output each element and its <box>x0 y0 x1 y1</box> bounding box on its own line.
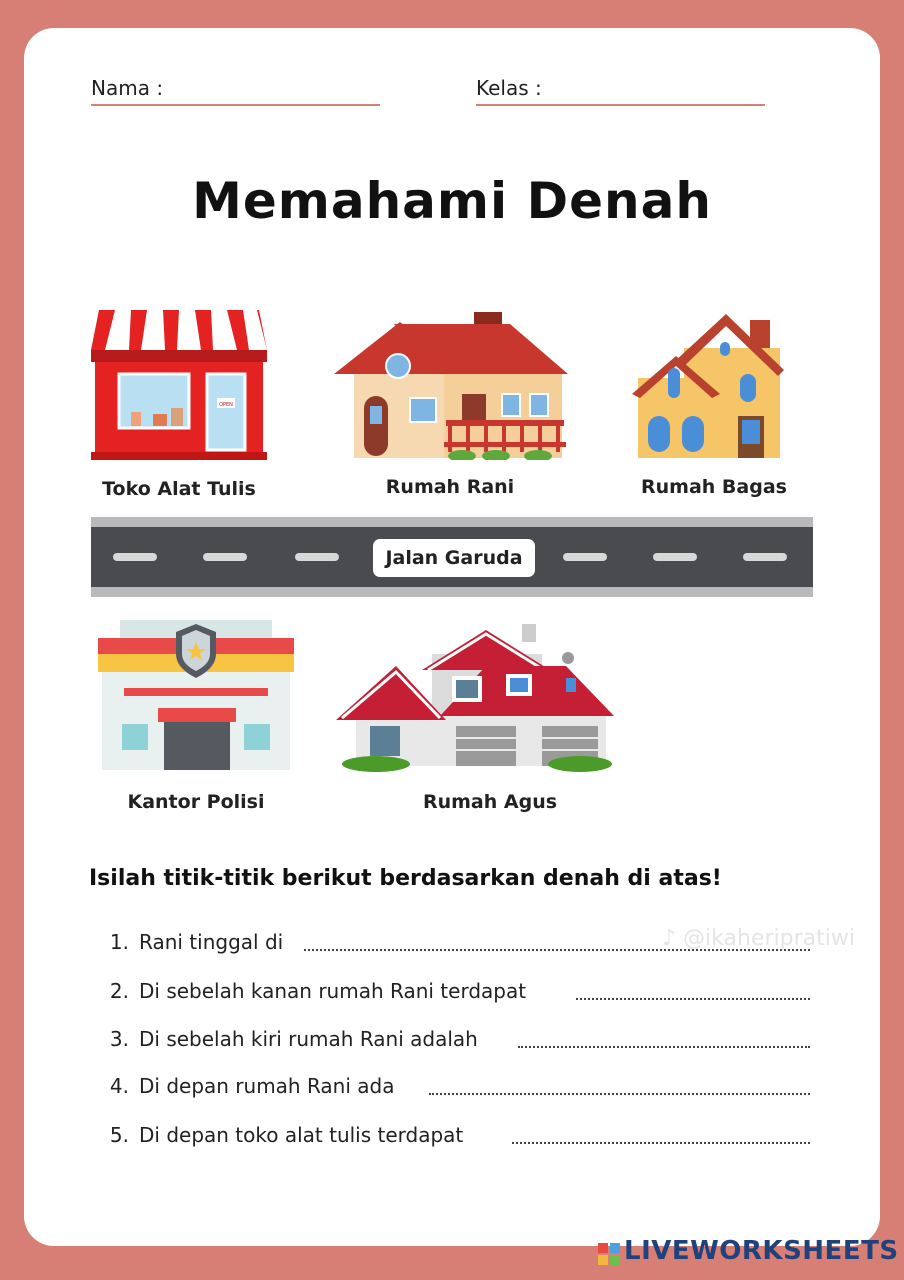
label-police-station: Kantor Polisi <box>127 791 265 813</box>
class-field[interactable] <box>476 76 542 100</box>
label-bagas-house: Rumah Bagas <box>641 476 787 498</box>
road-name-label: Jalan Garuda <box>373 539 535 577</box>
answer-blank-3[interactable] <box>518 1046 810 1048</box>
question-text: Di sebelah kiri rumah Rani adalah <box>139 1027 478 1051</box>
question-number: 2. <box>109 979 129 1003</box>
police-station-icon <box>98 620 294 770</box>
class-label: Kelas : <box>476 76 542 100</box>
watermark: ♪ @ikaheripratiwi <box>662 926 855 951</box>
question-text: Di depan toko alat tulis terdapat <box>139 1123 464 1147</box>
name-line[interactable] <box>91 104 380 106</box>
class-line[interactable] <box>476 104 765 106</box>
name-label: Nama : <box>91 76 164 100</box>
question-number: 3. <box>109 1027 129 1051</box>
bagas-house-icon <box>632 312 786 460</box>
label-stationery-shop: Toko Alat Tulis <box>102 478 256 500</box>
label-agus-house: Rumah Agus <box>422 791 558 813</box>
svg-text:OPEN: OPEN <box>219 402 233 408</box>
answer-blank-2[interactable] <box>576 998 810 1000</box>
liveworksheets-logo-icon <box>598 1243 620 1265</box>
question-number: 5. <box>109 1123 129 1147</box>
question-text: Di depan rumah Rani ada <box>139 1074 395 1098</box>
name-field[interactable] <box>91 76 163 100</box>
page-title: Memahami Denah <box>192 172 712 230</box>
instruction-text: Isilah titik-titik berikut berdasarkan denah di atas! <box>89 866 722 891</box>
label-rani-house: Rumah Rani <box>385 476 515 498</box>
question-text: Rani tinggal di <box>139 930 284 954</box>
answer-blank-4[interactable] <box>429 1093 810 1095</box>
answer-blank-5[interactable] <box>512 1142 810 1144</box>
stationery-shop-icon <box>91 308 267 460</box>
liveworksheets-brand[interactable]: LIVEWORKSHEETS <box>624 1236 899 1266</box>
question-number: 1. <box>109 930 129 954</box>
question-number: 4. <box>109 1074 129 1098</box>
question-text: Di sebelah kanan rumah Rani terdapat <box>139 979 527 1003</box>
agus-house-icon <box>336 620 616 772</box>
rani-house-icon <box>334 310 570 460</box>
